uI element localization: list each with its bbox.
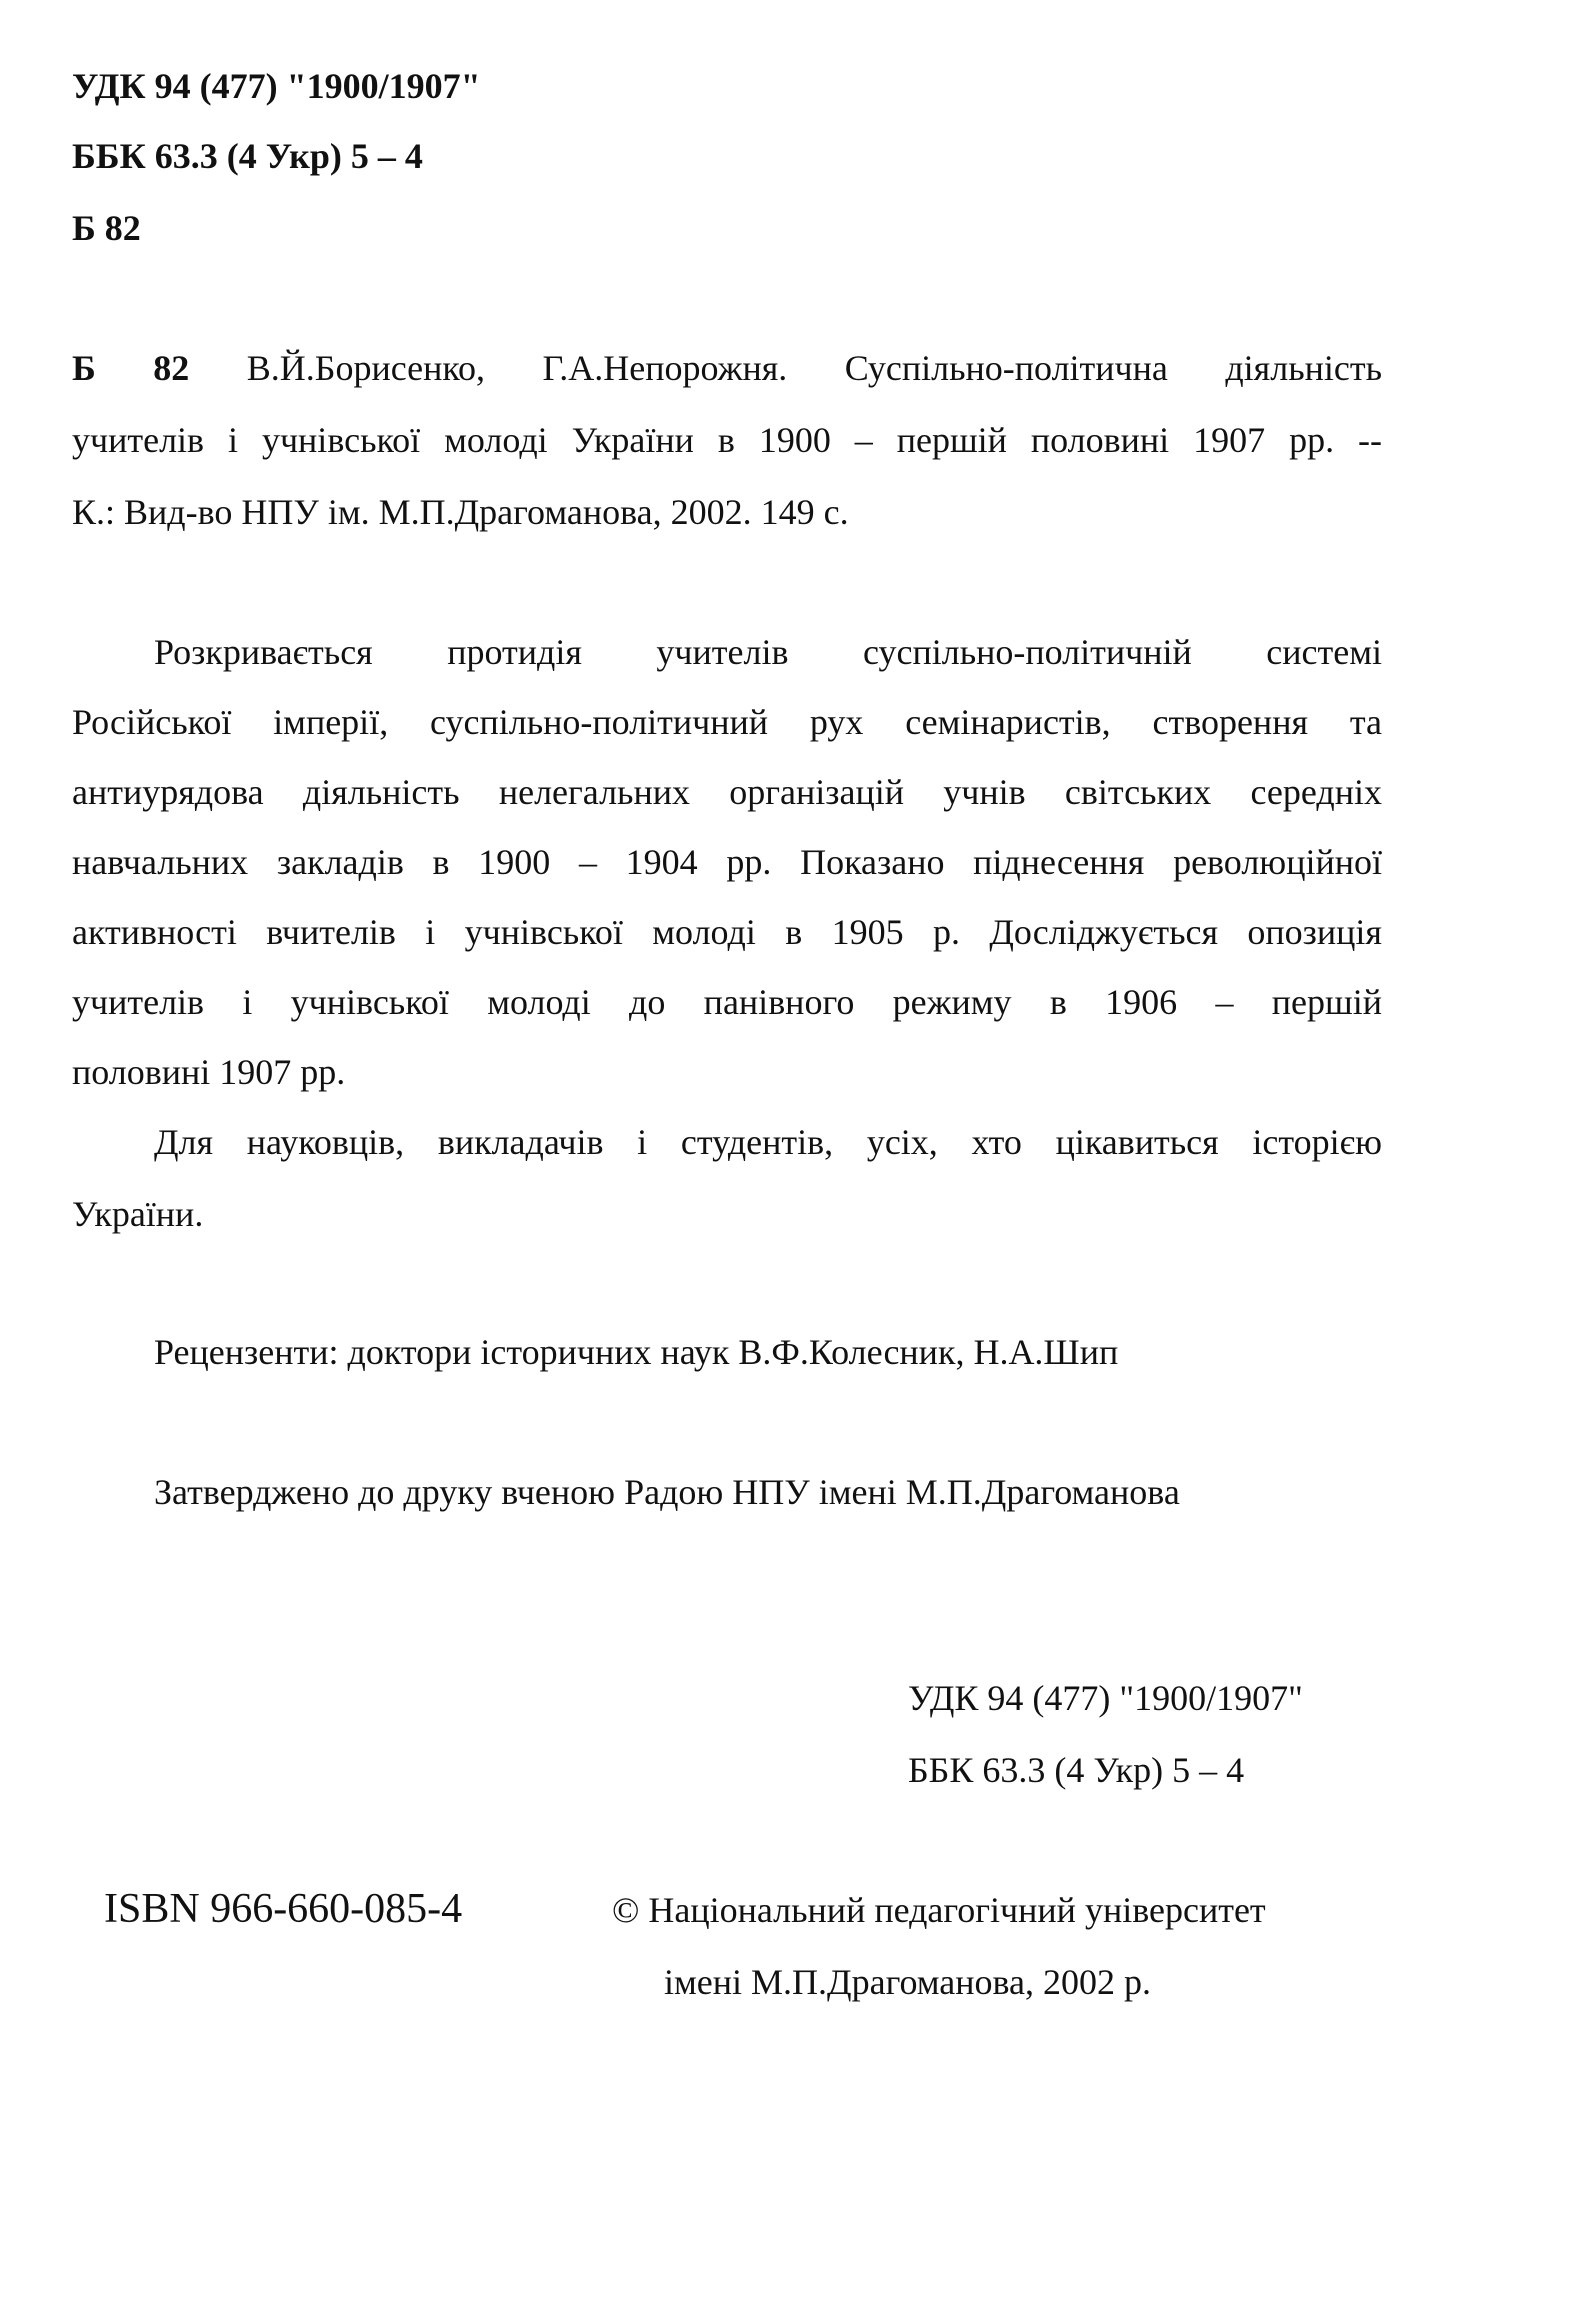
isbn-number: ISBN 966-660-085-4 — [104, 1886, 463, 1932]
annotation-line-2: Російської імперії, суспільно-політичний рух семінаристів, створення та — [72, 702, 1382, 742]
bibliographic-entry-title: В.Й.Борисенко, Г.А.Непорожня. Суспільно-політична діяльність — [246, 348, 1383, 388]
bibliographic-entry-line-2: учителів і учнівської молоді України в 1900 – першій половині 1907 рр. -- — [72, 420, 1382, 460]
annotation-last-line: половині 1907 рр. — [72, 1052, 346, 1092]
annotation-line-6: учителів і учнівської молоді до панівного режиму в 1906 – першій — [72, 982, 1382, 1022]
copyright-line-2: імені М.П.Драгоманова, 2002 р. — [664, 1962, 1152, 2002]
header-bbk-code: ББК 63.3 (4 Укр) 5 – 4 — [72, 136, 423, 176]
bibliographic-entry-mark: Б 82 — [72, 348, 190, 388]
header-udk-code: УДК 94 (477) "1900/1907" — [72, 66, 481, 106]
bibliographic-entry-line-3: К.: Вид-во НПУ ім. М.П.Драгоманова, 2002. 149 с. — [72, 492, 849, 532]
header-author-mark: Б 82 — [72, 208, 141, 248]
footer-bbk-code: ББК 63.3 (4 Укр) 5 – 4 — [908, 1750, 1245, 1790]
approval-line: Затверджено до друку вченою Радою НПУ імені М.П.Драгоманова — [154, 1472, 1180, 1512]
footer-udk-code: УДК 94 (477) "1900/1907" — [908, 1678, 1303, 1718]
annotation-line-5: активності вчителів і учнівської молоді в 1905 р. Досліджується опозиція — [72, 912, 1382, 952]
annotation-line-1: Розкривається протидія учителів суспільно-політичній системі — [154, 632, 1382, 672]
reviewers-line: Рецензенти: доктори історичних наук В.Ф.Колесник, Н.А.Шип — [154, 1332, 1119, 1372]
annotation-line-3: антиурядова діяльність нелегальних організацій учнів світських середніх — [72, 772, 1382, 812]
annotation-line-4: навчальних закладів в 1900 – 1904 рр. Показано піднесення революційної — [72, 842, 1382, 882]
bibliographic-entry-line-1 — [72, 346, 1382, 390]
audience-line-2: України. — [72, 1194, 204, 1234]
copyright-line-1: © Національний педагогічний університет — [612, 1890, 1266, 1930]
audience-line-1: Для науковців, викладачів і студентів, усіх, хто цікавиться історією — [154, 1122, 1382, 1162]
